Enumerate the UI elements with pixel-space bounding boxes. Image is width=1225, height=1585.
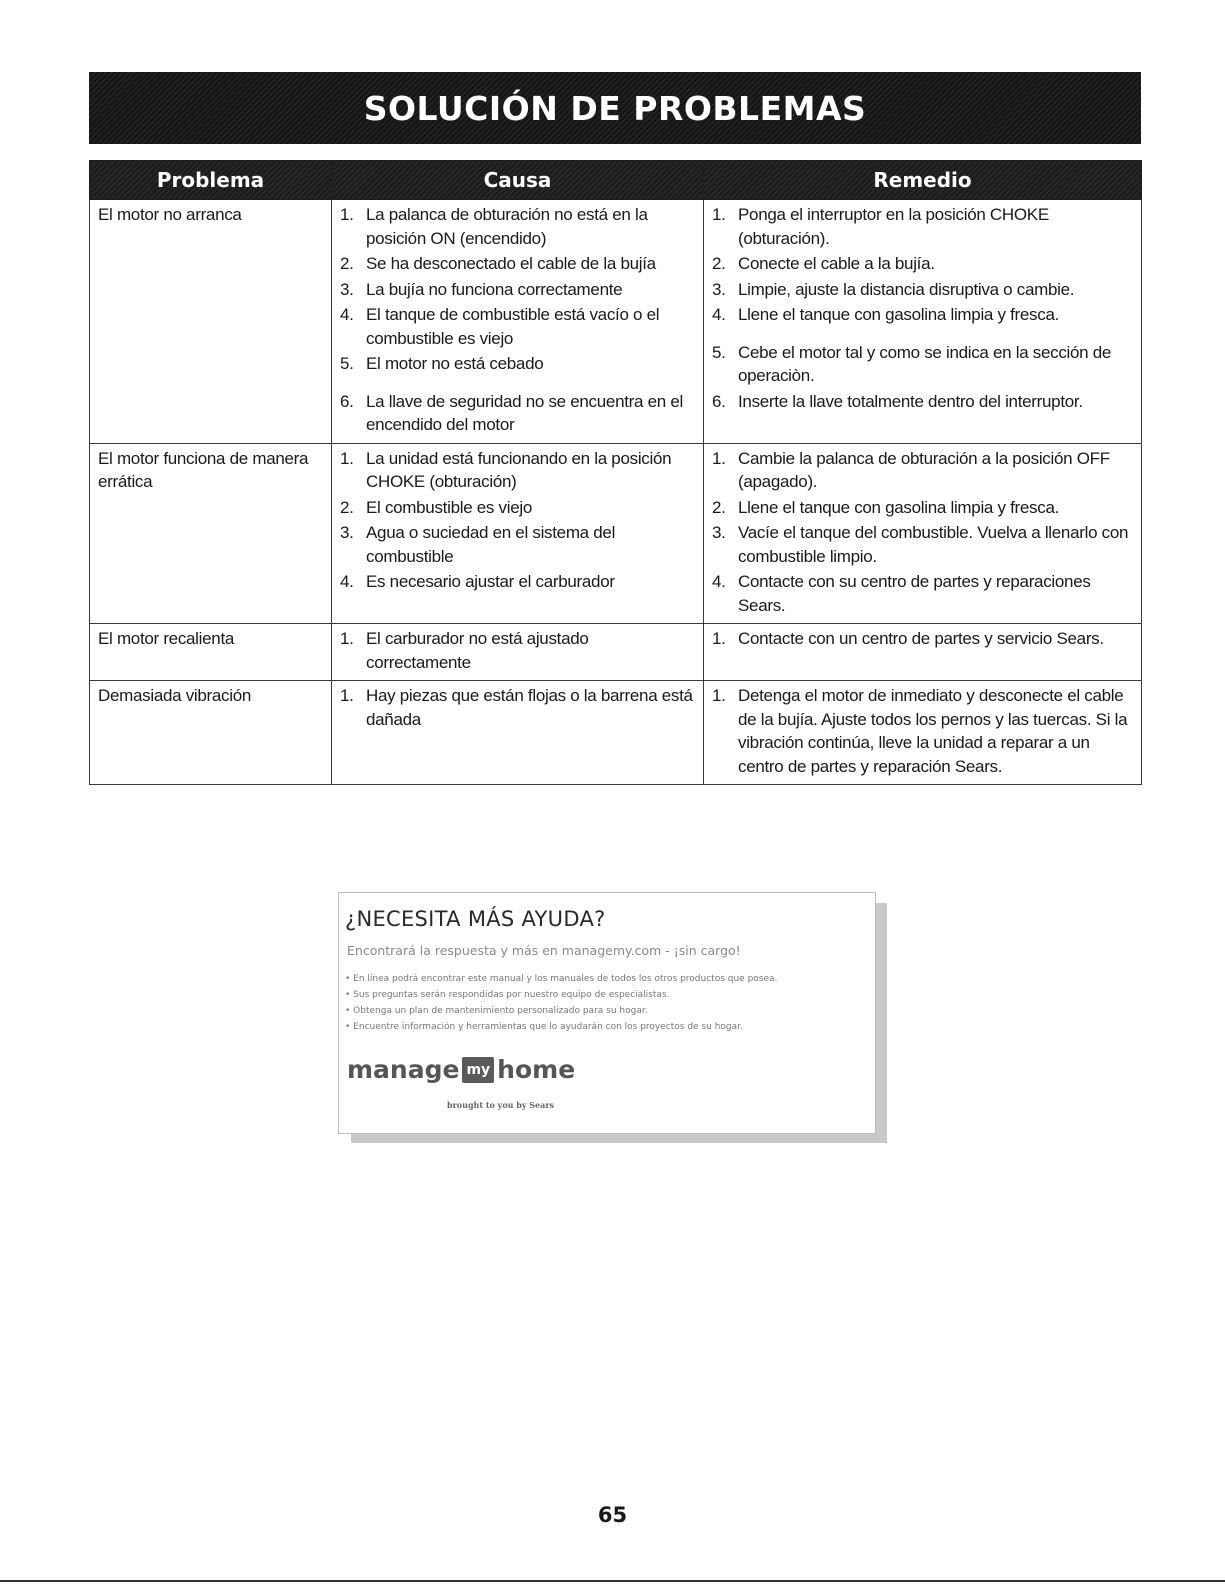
remedy-item: 3. Vacíe el tanque del combustible. Vuelva a llenarlo con combustible limpio.: [712, 523, 1129, 566]
cause-cell: [332, 624, 704, 681]
page-number: 65: [597, 1503, 628, 1527]
managemyhome-logo: [347, 1055, 575, 1084]
remedy-cell: [704, 200, 1142, 444]
table-row: [90, 681, 1142, 785]
logo-tagline: brought to you by Sears: [447, 1100, 555, 1110]
header-problema: Problema: [90, 161, 332, 200]
remedy-item: 2. Llene el tanque con gasolina limpia y fresca.: [712, 497, 1060, 517]
table-row: [90, 200, 1142, 444]
help-subheading: Encontrará la respuesta y más en managemy.com - ¡sin cargo!: [347, 943, 741, 958]
help-heading: ¿NECESITA MÁS AYUDA?: [345, 907, 606, 931]
cause-cell: [332, 681, 704, 785]
help-bullet-list: [345, 971, 777, 1035]
cause-item: 1. La palanca de obturación no está en la posición ON (encendido): [340, 205, 648, 248]
help-bullet: • Sus preguntas serán respondidas por nuestro equipo de especialistas.: [345, 987, 777, 1003]
remedy-cell: [704, 681, 1142, 785]
remedy-cell: [704, 443, 1142, 624]
logo-part-my: my: [462, 1057, 494, 1083]
remedy-item: 5. Cebe el motor tal y como se indica en la sección de operaciòn.: [712, 342, 1112, 385]
bottom-rule: [0, 1580, 1225, 1582]
remedy-item: 1. Cambie la palanca de obturación a la posición OFF (apagado).: [712, 448, 1110, 491]
remedy-cell: [704, 624, 1142, 681]
logo-part-home: home: [497, 1055, 576, 1084]
header-causa: Causa: [332, 161, 704, 200]
cause-item: 1. La unidad está funcionando en la posición CHOKE (obturación): [340, 448, 672, 491]
header-remedio: Remedio: [704, 161, 1142, 200]
logo-part-manage: manage: [347, 1055, 460, 1084]
help-box: [338, 892, 876, 1134]
remedy-item: 6. Inserte la llave totalmente dentro del interruptor.: [712, 391, 1083, 411]
help-bullet: • Encuentre información y herramientas que lo ayudarán con los proyectos de su hogar.: [345, 1019, 777, 1035]
remedy-item: 3. Limpie, ajuste la distancia disruptiva o cambie.: [712, 279, 1075, 299]
problem-cell: El motor no arranca: [90, 200, 332, 444]
cause-item: 4. El tanque de combustible está vacío o el combustible es viejo: [340, 305, 660, 348]
remedy-item: 1. Ponga el interruptor en la posición CHOKE (obturación).: [712, 205, 1049, 248]
cause-item: 2. El combustible es viejo: [340, 497, 533, 517]
help-bullet: • Obtenga un plan de mantenimiento personalizado para su hogar.: [345, 1003, 777, 1019]
remedy-item: 1. Detenga el motor de inmediato y desconecte el cable de la bujía. Ajuste todos los pernos y las tuercas. Si la vibración continúa, lleve la unidad a reparar a un centro de partes y reparación Sears.: [712, 686, 1128, 776]
table-body: [90, 200, 1142, 785]
remedy-item: 4. Contacte con su centro de partes y reparaciones Sears.: [712, 572, 1091, 615]
cause-item: 6. La llave de seguridad no se encuentra en el encendido del motor: [340, 391, 683, 434]
troubleshooting-table: [89, 160, 1142, 785]
help-bullet: • En línea podrá encontrar este manual y los manuales de todos los otros productos que posea.: [345, 971, 777, 987]
cause-item: 5. El motor no está cebado: [340, 354, 544, 373]
cause-cell: [332, 200, 704, 444]
remedy-item: 4. Llene el tanque con gasolina limpia y fresca.: [712, 305, 1060, 324]
table-row: [90, 624, 1142, 681]
cause-item: 3. Agua o suciedad en el sistema del combustible: [340, 523, 616, 566]
remedy-item: 1. Contacte con un centro de partes y servicio Sears.: [712, 629, 1104, 648]
cause-item: 1. Hay piezas que están flojas o la barrena está dañada: [340, 686, 693, 729]
table-header-row: [90, 161, 1142, 200]
cause-item: 1. El carburador no está ajustado correctamente: [340, 629, 589, 672]
problem-cell: Demasiada vibración: [90, 681, 332, 785]
cause-cell: [332, 443, 704, 624]
problem-cell: El motor recalienta: [90, 624, 332, 681]
remedy-item: 2. Conecte el cable a la bujía.: [712, 254, 935, 273]
cause-item: 3. La bujía no funciona correctamente: [340, 279, 623, 299]
table-row: [90, 443, 1142, 624]
page-title: SOLUCIÓN DE PROBLEMAS: [363, 88, 867, 128]
cause-item: 2. Se ha desconectado el cable de la bujía: [340, 254, 656, 273]
cause-item: 4. Es necesario ajustar el carburador: [340, 572, 615, 591]
title-banner: [89, 72, 1141, 144]
problem-cell: El motor funciona de manera errática: [90, 443, 332, 624]
